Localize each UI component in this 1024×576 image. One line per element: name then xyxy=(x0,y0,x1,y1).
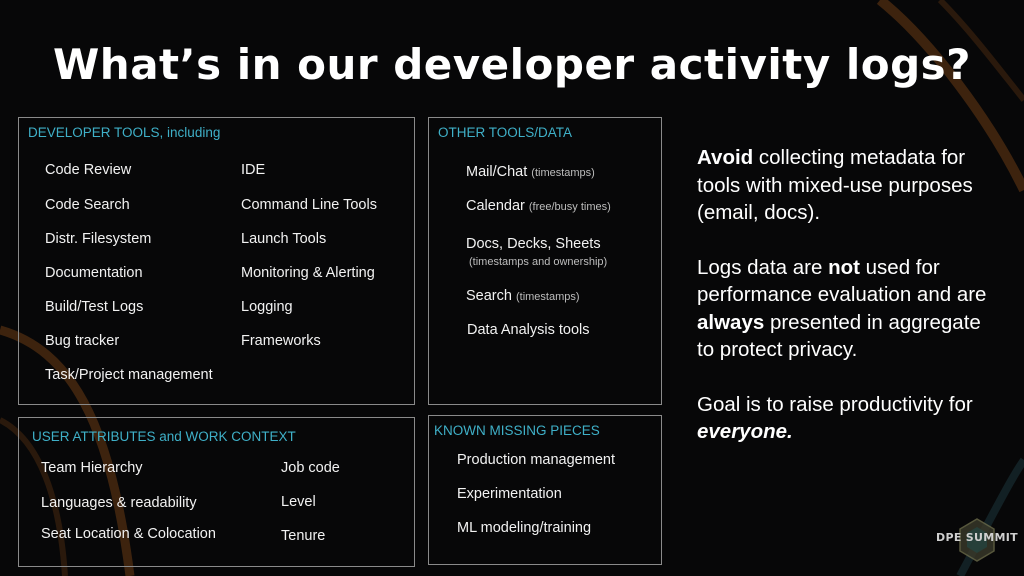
evaluation-note xyxy=(697,254,997,364)
note-text: used for performance evaluation and are xyxy=(697,255,987,306)
dev-tool-item: Distr. Filesystem xyxy=(45,231,152,247)
dev-tool-item: IDE xyxy=(241,162,266,178)
missing-piece-item: Experimentation xyxy=(457,486,562,502)
user-attributes-panel xyxy=(18,417,415,567)
emphasis-text: Avoid xyxy=(697,146,754,169)
note-text: collecting metadata for tools with mixed-use purposes (email, docs). xyxy=(697,146,973,224)
missing-piece-item: Production management xyxy=(457,452,615,468)
developer-tools-panel xyxy=(18,117,415,405)
missing-pieces-heading: KNOWN MISSING PIECES xyxy=(434,423,600,438)
dev-tool-item: Documentation xyxy=(45,265,143,281)
dev-tool-item: Logging xyxy=(241,299,293,315)
note-text: Logs data are xyxy=(697,255,829,279)
goal-note xyxy=(697,391,997,446)
other-tool-item xyxy=(466,164,595,180)
dev-tool-item: Command Line Tools xyxy=(241,197,377,213)
other-tools-panel xyxy=(428,117,662,405)
other-tool-item: Docs, Decks, Sheets xyxy=(466,236,601,252)
user-attribute-item: Team Hierarchy xyxy=(41,460,143,476)
dev-tool-item: Frameworks xyxy=(241,333,321,349)
user-attribute-item: Tenure xyxy=(281,528,326,544)
other-tool-note: (free/busy times) xyxy=(528,201,611,213)
other-tool-item xyxy=(466,288,580,304)
dev-tool-item: Build/Test Logs xyxy=(45,299,144,315)
user-attribute-item: Job code xyxy=(281,460,340,476)
note-text: presented in aggregate to protect privacy. xyxy=(697,310,981,361)
developer-tools-heading: DEVELOPER TOOLS, including xyxy=(28,125,221,140)
slide-title: What’s in our developer activity logs? xyxy=(52,40,972,89)
other-tool-item xyxy=(466,198,611,214)
dev-tool-item: Code Review xyxy=(45,162,132,178)
privacy-note xyxy=(697,144,997,227)
dev-tool-item: Launch Tools xyxy=(241,231,327,247)
user-attribute-item: Level xyxy=(281,494,316,510)
other-tool-note: (timestamps) xyxy=(531,167,595,179)
user-attribute-item: Seat Location & Colocation xyxy=(41,526,216,542)
missing-piece-item: ML modeling/training xyxy=(457,520,592,536)
note-text: Goal is to raise productivity for xyxy=(697,392,973,416)
dev-tool-item: Code Search xyxy=(45,197,130,213)
side-notes xyxy=(697,144,997,446)
logo-text: DPE SUMMIT xyxy=(936,531,1018,544)
other-tool-item: Data Analysis tools xyxy=(467,322,590,338)
other-tool-note: (timestamps) xyxy=(515,291,580,303)
missing-pieces-panel xyxy=(428,415,662,565)
other-tool-label: Mail/Chat xyxy=(466,164,528,180)
emphasis-text: not xyxy=(828,255,860,279)
dev-tool-item: Bug tracker xyxy=(45,333,120,349)
other-tool-note: (timestamps and ownership) xyxy=(469,256,608,268)
dev-tool-item: Monitoring & Alerting xyxy=(241,265,375,281)
user-attribute-item: Languages & readability xyxy=(41,495,197,511)
dev-tool-item: Task/Project management xyxy=(45,367,213,383)
user-attributes-heading: USER ATTRIBUTES and WORK CONTEXT xyxy=(32,429,296,444)
other-tool-label: Search xyxy=(466,288,512,304)
dpe-summit-logo xyxy=(936,517,1018,567)
emphasis-text: always xyxy=(697,310,765,334)
other-tool-label: Calendar xyxy=(466,198,525,214)
other-tools-heading: OTHER TOOLS/DATA xyxy=(438,125,573,140)
emphasis-text: everyone. xyxy=(697,420,793,443)
